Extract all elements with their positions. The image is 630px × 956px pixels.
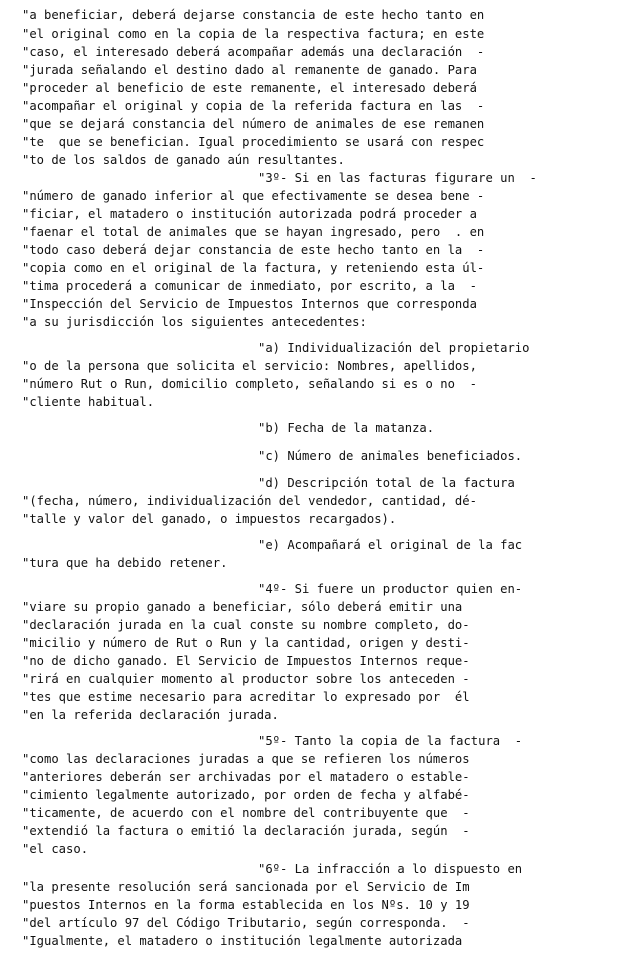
text-line: "5º- Tanto la copia de la factura - <box>258 734 523 748</box>
text-line: "el original como en la copia de la respectiva factura; en este <box>22 27 485 41</box>
text-line: "o de la persona que solicita el servicio: Nombres, apellidos, <box>22 359 477 373</box>
text-line: "d) Descripción total de la factura <box>258 476 515 490</box>
text-line: "talle y valor del ganado, o impuestos recargados). <box>22 512 397 526</box>
text-line: "rirá en cualquier momento al productor sobre los anteceden - <box>22 672 470 686</box>
text-line: "no de dicho ganado. El Servicio de Impuestos Internos reque- <box>22 654 470 668</box>
text-line: "número de ganado inferior al que efectivamente se desea bene - <box>22 189 485 203</box>
text-line: "a beneficiar, deberá dejarse constancia de este hecho tanto en <box>22 8 485 22</box>
text-line: "todo caso deberá dejar constancia de este hecho tanto en la - <box>22 243 485 257</box>
text-line: "Igualmente, el matadero o institución legalmente autorizada <box>22 934 463 948</box>
text-line: "tura que ha debido retener. <box>22 556 228 570</box>
text-line: "extendió la factura o emitió la declaración jurada, según - <box>22 824 470 838</box>
text-line: "a su jurisdicción los siguientes antecedentes: <box>22 315 367 329</box>
text-line: "to de los saldos de ganado aún resultantes. <box>22 153 345 167</box>
text-line: "cliente habitual. <box>22 395 155 409</box>
text-line: "te que se benefician. Igual procedimiento se usará con respec <box>22 135 485 149</box>
text-line: "(fecha, número, individualización del vendedor, cantidad, dé- <box>22 494 477 508</box>
text-line: "puestos Internos en la forma establecida en los Nºs. 10 y 19 <box>22 898 470 912</box>
text-line: "ficiar, el matadero o institución autorizada podrá proceder a <box>22 207 477 221</box>
text-line: "en la referida declaración jurada. <box>22 708 279 722</box>
text-line: "viare su propio ganado a beneficiar, sólo deberá emitir una <box>22 600 463 614</box>
text-line: "e) Acompañará el original de la fac <box>258 538 523 552</box>
text-line: "6º- La infracción a lo dispuesto en <box>258 862 523 876</box>
text-line: "que se dejará constancia del número de animales de ese remanen <box>22 117 485 131</box>
text-line: "anteriores deberán ser archivadas por el matadero o estable- <box>22 770 470 784</box>
text-line: "c) Número de animales beneficiados. <box>258 449 523 463</box>
text-line: "ticamente, de acuerdo con el nombre del contribuyente que - <box>22 806 470 820</box>
text-line: "el caso. <box>22 842 89 856</box>
text-line: "caso, el interesado deberá acompañar además una declaración - <box>22 45 485 59</box>
text-line: "copia como en el original de la factura, y reteniendo esta úl- <box>22 261 485 275</box>
text-line: "número Rut o Run, domicilio completo, señalando si es o no - <box>22 377 477 391</box>
text-line: "4º- Si fuere un productor quien en- <box>258 582 523 596</box>
text-line: "jurada señalando el destino dado al remanente de ganado. Para <box>22 63 477 77</box>
text-line: "tima procederá a comunicar de inmediato, por escrito, a la - <box>22 279 477 293</box>
text-line: "la presente resolución será sancionada por el Servicio de Im <box>22 880 470 894</box>
text-line: "3º- Si en las facturas figurare un - <box>258 171 537 185</box>
text-line: "faenar el total de animales que se hayan ingresado, pero . en <box>22 225 485 239</box>
text-line: "del artículo 97 del Código Tributario, según corresponda. - <box>22 916 470 930</box>
text-line: "como las declaraciones juradas a que se refieren los números <box>22 752 470 766</box>
text-line: "proceder al beneficio de este remanente, el interesado deberá <box>22 81 477 95</box>
text-line: "cimiento legalmente autorizado, por orden de fecha y alfabé- <box>22 788 470 802</box>
text-line: "declaración jurada en la cual conste su nombre completo, do- <box>22 618 470 632</box>
text-line: "acompañar el original y copia de la referida factura en las - <box>22 99 485 113</box>
text-line: "a) Individualización del propietario <box>258 341 530 355</box>
text-line: "Inspección del Servicio de Impuestos Internos que corresponda <box>22 297 477 311</box>
text-line: "b) Fecha de la matanza. <box>258 421 435 435</box>
text-line: "tes que estime necesario para acreditar lo expresado por él <box>22 690 470 704</box>
text-line: "micilio y número de Rut o Run y la cantidad, origen y desti- <box>22 636 470 650</box>
